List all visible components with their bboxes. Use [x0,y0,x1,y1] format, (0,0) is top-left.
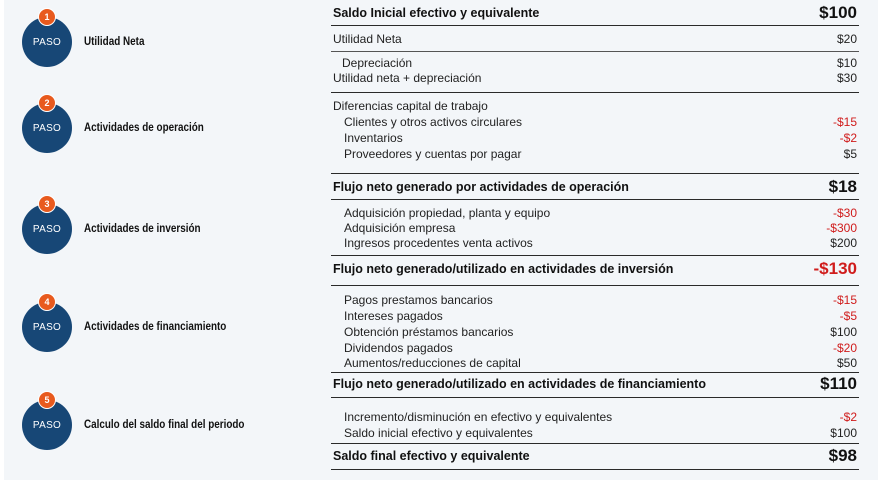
investing-total-row: Flujo neto generado/utilizado en actividades de inversión -$130 [333,259,857,278]
divider [331,469,859,470]
step-title: Actividades de operación [84,122,204,134]
divider [331,443,859,444]
cash-change-row: Incremento/disminución en efectivo y equivalentes -$2 [344,410,857,424]
financing-total-row: Flujo neto generado/utilizado en actividades de financiamiento $110 [333,374,857,393]
step-number-badge: 2 [38,94,56,112]
inventory-row: Inventarios -$2 [344,131,857,145]
divider [331,285,859,286]
step-number-badge: 4 [38,293,56,311]
step-number-badge: 3 [38,195,56,213]
asset-sale-row: Ingresos procedentes venta activos $200 [344,236,857,250]
step-title: Calculo del saldo final del periodo [84,419,245,431]
divider [331,372,859,373]
step-circle: PASO [22,400,72,450]
loans-obtained-row: Obtención préstamos bancarios $100 [344,325,857,339]
depreciation-row: Depreciación $10 [342,56,857,70]
working-capital-row: Diferencias capital de trabajo [333,99,488,113]
divider [331,397,859,398]
step-title: Actividades de inversión [84,223,201,235]
step-circle: PASO [22,103,72,153]
step-number-badge: 5 [38,391,56,409]
closing-balance-row: Saldo final efectivo y equivalente $98 [333,446,857,465]
divider [331,255,859,256]
opening-balance-row: Saldo Inicial efectivo y equivalente $100 [333,3,857,22]
divider [331,92,859,93]
dividends-row: Dividendos pagados -$20 [344,341,857,355]
divider [331,25,859,26]
net-income-row: Utilidad Neta $20 [333,32,857,46]
net-income-plus-depreciation-row: Utilidad neta + depreciación $30 [333,71,857,85]
step-circle: PASO [22,302,72,352]
interest-paid-row: Intereses pagados -$5 [344,309,857,323]
step-title: Utilidad Neta [84,36,145,48]
capital-changes-row: Aumentos/reducciones de capital $50 [344,356,857,370]
suppliers-row: Proveedores y cuentas por pagar $5 [344,147,857,161]
loan-payments-row: Pagos prestamos bancarios -$15 [344,293,857,307]
operating-total-row: Flujo neto generado por actividades de operación $18 [333,177,857,196]
clients-row: Clientes y otros activos circulares -$15 [344,115,857,129]
divider [331,51,859,52]
initial-balance-row: Saldo inicial efectivo y equivalentes $100 [344,426,857,440]
ppe-row: Adquisición propiedad, planta y equipo -$30 [344,206,857,220]
step-title: Actividades de financiamiento [84,321,227,333]
company-acquisition-row: Adquisición empresa -$300 [344,221,857,235]
divider [331,199,859,200]
step-circle: PASO [22,17,72,67]
step-number-badge: 1 [38,8,56,26]
step-circle: PASO [22,204,72,254]
divider [331,173,859,174]
